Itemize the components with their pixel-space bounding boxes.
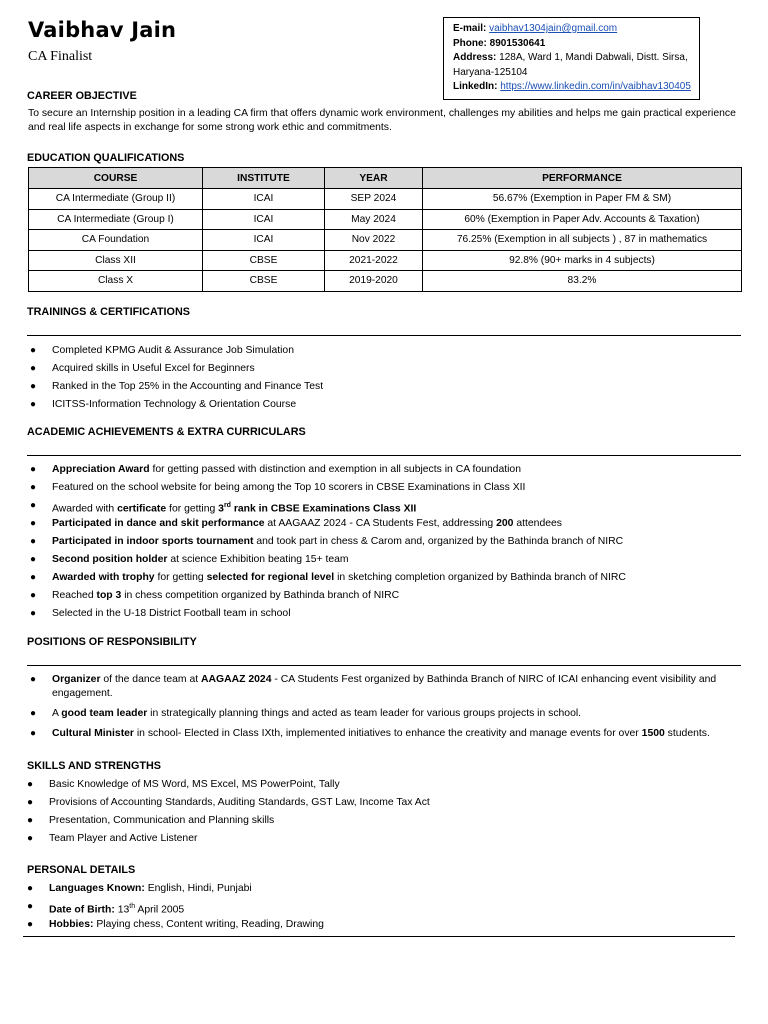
education-cell: 2019-2020 [325,271,423,292]
list-item-text: at science Exhibition beating 15+ team [167,554,349,565]
phone-value: 8901530641 [489,37,546,49]
education-cell: Nov 2022 [325,230,423,251]
bullet-icon: ● [30,674,37,685]
list-item-text: Acquired skills in Useful Excel for Beginners [52,363,255,374]
list-item-text: - CA Students Fest organized by Bathinda Branch of NIRC of ICAI enhancing event visibility and engagement. [52,674,717,699]
education-column-header: YEAR [325,168,423,189]
list-item [25,777,430,795]
bullet-icon: ● [30,500,37,511]
section-divider [27,665,741,666]
section-title-personal: PERSONAL DETAILS [27,864,136,876]
list-item [28,673,732,701]
education-cell: Class XII [29,250,203,271]
resume-role: CA Finalist [28,49,93,64]
education-cell: CA Foundation [29,230,203,251]
education-cell: ICAI [203,209,325,230]
bullet-icon: ● [27,901,34,912]
email-link[interactable]: vaibhav1304jain@gmail.com [489,23,618,34]
section-divider [23,936,735,937]
list-item-text: Selected in the U-18 District Football team in school [52,608,291,619]
list-item-text: AAGAAZ 2024 [201,674,272,685]
list-item-text: Featured on the school website for being among the Top 10 scorers in CBSE Examinations in Class XII [52,482,526,493]
list-item-text: 200 [496,518,514,529]
email-line [453,22,699,37]
bullet-icon: ● [27,883,34,894]
skills-list [25,777,430,849]
education-column-header: INSTITUTE [203,168,325,189]
list-item-text: rd [223,502,231,509]
bullet-icon: ● [27,833,34,844]
bullet-icon: ● [27,779,34,790]
list-item-text: ICITSS-Information Technology & Orientation Course [52,399,297,410]
list-item-text: A [52,708,62,719]
education-column-header: COURSE [29,168,203,189]
list-item-text: and took part in chess & Carom and, organized by the Bathinda branch of NIRC [253,536,624,547]
list-item-text: Awarded with [52,503,118,515]
list-item [28,552,626,570]
bullet-icon: ● [30,399,37,410]
list-item [25,795,430,813]
list-item-text: Date of Birth: [49,904,115,916]
list-item-text: Team Player and Active Listener [49,833,198,844]
linkedin-link[interactable]: https://www.linkedin.com/in/vaibhav130405 [500,81,691,92]
list-item-text: Second position holder [52,554,168,565]
education-cell: CA Intermediate (Group II) [29,189,203,210]
bullet-icon: ● [30,590,37,601]
education-cell: Class X [29,271,203,292]
objective-text: To secure an Internship position in a leading CA firm that offers dynamic work environment, challenges my abilities and helps me gain practical experience and real life aspects in exchange for some strong work ethic and commitments. [28,108,736,133]
education-cell: CBSE [203,271,325,292]
education-cell: ICAI [203,230,325,251]
list-item-text: Appreciation Award [52,464,150,475]
list-item [25,917,324,935]
list-item-text: of the dance team at [100,674,202,685]
bullet-icon: ● [30,572,37,583]
bullet-icon: ● [30,708,37,719]
list-item-text: selected for regional level [206,572,335,583]
list-item [28,707,732,721]
list-item-text: students. [664,728,710,739]
education-row [29,230,742,251]
list-item-text: April 2005 [135,904,185,916]
bullet-icon: ● [30,536,37,547]
positions-list [28,673,732,747]
list-item-text: for getting [154,572,207,583]
list-item-text: at AAGAAZ 2024 - CA Students Fest, addressing [264,518,497,529]
section-title-achievements: ACADEMIC ACHIEVEMENTS & EXTRA CURRICULARS [27,426,306,438]
education-row [29,189,742,210]
section-divider [27,455,741,456]
list-item [28,343,323,361]
education-cell: CA Intermediate (Group I) [29,209,203,230]
education-cell: CBSE [203,250,325,271]
education-cell: 83.2% [423,271,742,292]
list-item [25,881,324,899]
list-item [28,462,626,480]
list-item-text: for getting passed with distinction and exemption in all subjects in CA foundation [149,464,521,475]
section-title-skills: SKILLS AND STRENGTHS [27,760,161,772]
list-item-text: Awarded with trophy [52,572,155,583]
list-item-text: Languages Known: [49,883,145,894]
education-cell: 2021-2022 [325,250,423,271]
list-item-text: Basic Knowledge of MS Word, MS Excel, MS PowerPoint, Tally [49,779,340,790]
bullet-icon: ● [30,728,37,739]
bullet-icon: ● [30,482,37,493]
education-cell: SEP 2024 [325,189,423,210]
bullet-icon: ● [30,381,37,392]
list-item [28,570,626,588]
education-header-row [29,168,742,189]
list-item [28,516,626,534]
list-item [28,379,323,397]
bullet-icon: ● [30,554,37,565]
list-item-text: top 3 [96,590,122,601]
education-cell: 56.67% (Exemption in Paper FM & SM) [423,189,742,210]
bullet-icon: ● [30,345,37,356]
education-cell: ICAI [203,189,325,210]
phone-line [453,37,699,52]
list-item-text: in school- Elected in Class IXth, implemented initiatives to enhance the creativity and manage events for over [133,728,642,739]
personal-list [25,881,324,935]
list-item [28,361,323,379]
list-item [28,727,732,741]
bullet-icon: ● [30,608,37,619]
education-cell: 92.8% (90+ marks in 4 subjects) [423,250,742,271]
list-item-text: good team leader [61,708,148,719]
bullet-icon: ● [27,815,34,826]
list-item-text: 13 [114,904,130,916]
email-label: E-mail: [453,23,487,34]
list-item-text: Playing chess, Content writing, Reading, Drawing [93,919,324,930]
address-line [453,51,699,80]
list-item-text: attendees [513,518,562,529]
list-item-text: 3 [218,503,224,515]
list-item-text: certificate [117,503,167,515]
linkedin-line [453,80,699,95]
list-item-text: Provisions of Accounting Standards, Auditing Standards, GST Law, Income Tax Act [49,797,430,808]
list-item-text: Ranked in the Top 25% in the Accounting and Finance Test [52,381,324,392]
list-item [28,588,626,606]
list-item-text: Presentation, Communication and Planning skills [49,815,275,826]
section-title-positions: POSITIONS OF RESPONSIBILITY [27,636,197,648]
contact-box [443,17,700,100]
list-item [25,899,324,917]
list-item-text: English, Hindi, Punjabi [144,883,252,894]
list-item-text: in sketching completion organized by Bathinda branch of NIRC [334,572,626,583]
section-title-trainings: TRAININGS & CERTIFICATIONS [27,306,190,318]
education-row [29,209,742,230]
section-title-education: EDUCATION QUALIFICATIONS [27,152,185,164]
list-item [28,534,626,552]
list-item-text: for getting [166,503,219,515]
bullet-icon: ● [27,919,34,930]
section-title-objective: CAREER OBJECTIVE [27,90,137,102]
list-item-text: in strategically planning things and acted as team leader for various groups projects in school. [147,708,582,719]
education-column-header: PERFORMANCE [423,168,742,189]
list-item-text: 1500 [641,728,665,739]
education-table [28,167,742,292]
bullet-icon: ● [27,797,34,808]
resume-name: Vaibhav Jain [28,18,177,42]
bullet-icon: ● [30,363,37,374]
education-cell: 60% (Exemption in Paper Adv. Accounts & Taxation) [423,209,742,230]
list-item [25,813,430,831]
list-item-text: Participated in indoor sports tournament [52,536,254,547]
list-item-text: Completed KPMG Audit & Assurance Job Simulation [52,345,294,356]
address-label: Address: [453,52,497,63]
trainings-list [28,343,323,415]
list-item-text: Participated in dance and skit performance [52,518,265,529]
section-divider [27,335,741,336]
education-row [29,250,742,271]
list-item [28,606,626,624]
linkedin-label: LinkedIn: [453,81,498,92]
address-value: 128A, Ward 1, Mandi Dabwali, Distt. Sirsa, Haryana-125104 [453,52,688,78]
list-item [28,480,626,498]
bullet-icon: ● [30,518,37,529]
education-cell: May 2024 [325,209,423,230]
list-item-text: rank in CBSE Examinations Class XII [230,503,417,515]
list-item [25,831,430,849]
list-item [28,498,626,516]
education-row [29,271,742,292]
bullet-icon: ● [30,464,37,475]
list-item-text: Reached [52,590,97,601]
phone-label: Phone: [453,37,487,49]
list-item-text: Hobbies: [49,919,94,930]
achievements-list [28,462,626,624]
list-item-text: th [129,903,136,910]
list-item [28,397,323,415]
list-item-text: Organizer [52,674,101,685]
education-cell: 76.25% (Exemption in all subjects ) , 87 in mathematics [423,230,742,251]
list-item-text: Cultural Minister [52,728,134,739]
list-item-text: in chess competition organized by Bathinda branch of NIRC [121,590,400,601]
